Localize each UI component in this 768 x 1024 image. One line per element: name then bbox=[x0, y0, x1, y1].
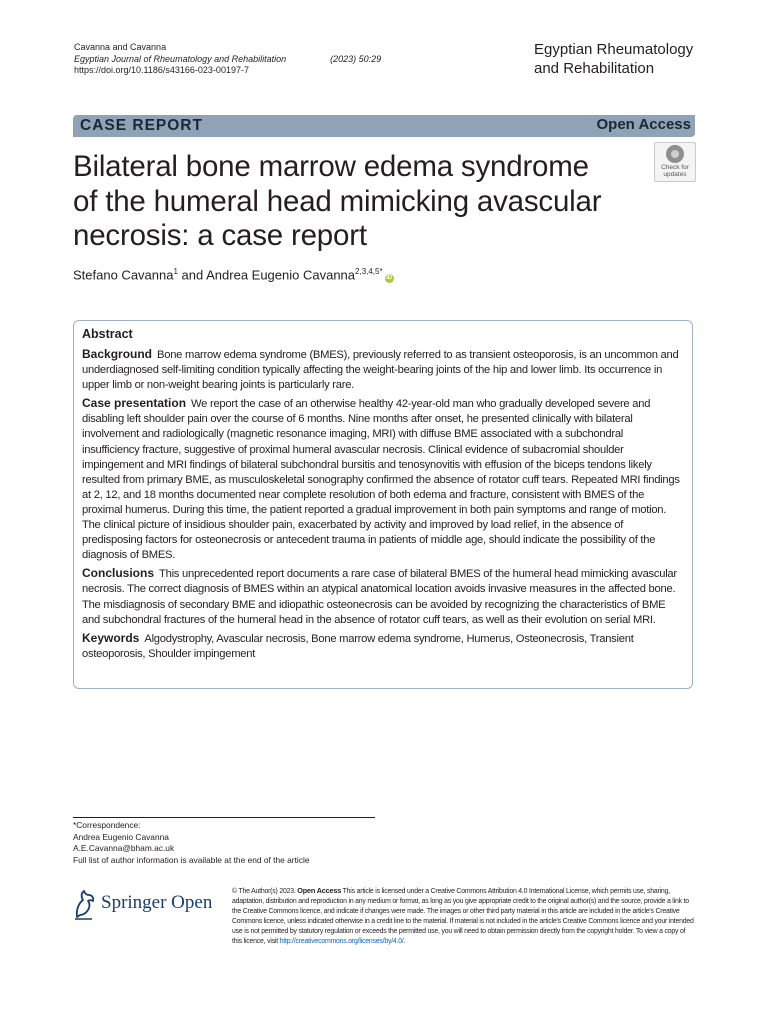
license-oa: Open Access bbox=[297, 886, 342, 895]
footnote-divider bbox=[73, 817, 375, 818]
section-label: Keywords bbox=[82, 630, 140, 645]
author-info-note: Full list of author information is available at the end of the article bbox=[73, 854, 310, 865]
abstract-heading: Abstract bbox=[82, 327, 133, 341]
orcid-icon[interactable]: iD bbox=[386, 275, 393, 282]
journal-name-line1: Egyptian Rheumatology bbox=[534, 41, 694, 58]
publisher-logo bbox=[72, 887, 222, 921]
springer-horse-icon bbox=[72, 887, 98, 921]
section-text: Bone marrow edema syndrome (BMES), previously referred to as transient osteoporosis, is an uncommon and underdiagnosed self-limiting condition typically affecting the weight-bearing joints of the hip and lower limb. Its occurrence in upper limb or non-weight bearing joints is particularly rare. bbox=[82, 349, 679, 392]
title-line-3: necrosis: a case report bbox=[73, 219, 367, 252]
license-prefix: © The Author(s) 2023. bbox=[232, 888, 296, 895]
article-type-label: CASE REPORT bbox=[80, 117, 203, 134]
title-line-2: of the humeral head mimicking avascular bbox=[73, 184, 602, 218]
open-access-label: Open Access bbox=[596, 116, 691, 133]
header-volume: (2023) 50:29 bbox=[330, 53, 382, 64]
badge-line2: updates bbox=[663, 171, 687, 178]
affiliation-sup: 1 bbox=[173, 267, 178, 276]
section-text: Algodystrophy, Avascular necrosis, Bone marrow edema syndrome, Humerus, Osteonecrosis, Transient osteoporosis, Shoulder impingement bbox=[82, 632, 634, 660]
header-doi-link[interactable]: https://doi.org/10.1186/s43166-023-00197-7 bbox=[74, 65, 249, 75]
affiliation-sup: 2,3,4,5* bbox=[355, 267, 383, 276]
author-connector: and bbox=[177, 267, 207, 283]
section-label: Conclusions bbox=[82, 566, 155, 581]
check-for-updates-button[interactable] bbox=[654, 142, 696, 182]
correspondence-email[interactable]: A.E.Cavanna@bham.ac.uk bbox=[73, 843, 175, 854]
title-line-1: Bilateral bone marrow edema syndrome bbox=[73, 150, 589, 183]
correspondence-label: *Correspondence: bbox=[73, 820, 141, 830]
header-authors: Cavanna and Cavanna bbox=[74, 42, 167, 52]
section-text: We report the case of an otherwise healthy 42-year-old man who gradually developed severe and disabling left shoulder pain over the course of 6 months. Nine months after onset, he presented clinically with bilateral involvement and radiologically (magnetic resonance imaging, MRI) with diffuse BME associated with a subchondral insufficiency fracture, suggestive of proximal humeral avascular necrosis. Clinical evidence of subacromial shoulder impingement and MRI findings of bilateral subchondral bursitis and tenosynovitis with effusion of the biceps tendons likely resulted from primary BME, as musculoskeletal sonography confirmed the absence of rotator cuff tears. Repeated MRI findings at 2, 12, and 18 months documented near complete resolution of both edema and fracture, consistent with BMES of the proximal humerus. During this time, the patient reported a gradual improvement in both pain symptoms and range of motion. The clinical picture of insidious shoulder pain, exacerbated by activity and improved by load relief, in the absence of predisposing factors for osteonecrosis or antecedent trauma in patients of middle age, should indicate the possibility of the diagnosis of BMES. bbox=[82, 398, 680, 562]
header-journal: Egyptian Journal of Rheumatology and Rehabilitation bbox=[74, 53, 287, 64]
abstract-case-presentation bbox=[82, 396, 680, 563]
section-label: Background bbox=[82, 347, 153, 361]
author-name[interactable]: Andrea Eugenio Cavanna bbox=[206, 267, 356, 283]
abstract-background bbox=[82, 347, 680, 393]
author-name[interactable]: Stefano Cavanna bbox=[73, 267, 174, 283]
section-label: Case presentation bbox=[82, 396, 187, 411]
abstract-keywords bbox=[82, 631, 680, 662]
journal-name bbox=[534, 40, 693, 78]
running-header bbox=[74, 42, 381, 77]
author-list bbox=[73, 264, 394, 283]
license-suffix: . bbox=[403, 938, 406, 945]
abstract-box bbox=[73, 320, 693, 689]
badge-line1: Check for bbox=[661, 164, 689, 171]
license-link[interactable]: http://creativecommons.org/licenses/by/4.0/ bbox=[279, 938, 404, 945]
abstract-conclusions bbox=[82, 566, 680, 627]
section-text: This unprecedented report documents a rare case of bilateral BMES of the humeral head mimicking avascular necrosis. The correct diagnosis of BMES within an atypical anatomical location avoids invasive measures in the affected bone. The misdiagnosis of secondary BME and idiopathic osteonecrosis can be avoided by recognizing the characteristics of BME and subchondral fractures of the humeral head in the absence of rotator cuff tears, as well as their evolution on serial MRI. bbox=[82, 568, 677, 626]
publisher-logo-text: Springer Open bbox=[101, 892, 213, 913]
license-statement bbox=[232, 886, 694, 947]
article-title bbox=[73, 150, 633, 254]
correspondence-note bbox=[73, 820, 310, 866]
license-text: This article is licensed under a Creative Commons Attribution 4.0 International License, which permits use, sharing, adaptation, distribution and reproduction in any medium or format, as long as you give appropriate credit to the original author(s) and the source, provide a link to the Creative Commons licence, and indicate if changes were made. The images or other third party material in this article are included in the article's Creative Commons licence, unless indicated otherwise in a credit line to the material. If material is not included in the article's Creative Commons licence and your intended use is not permitted by statutory regulation or exceeds the permitted use, you will need to obtain permission directly from the copyright holder. To view a copy of this licence, visit bbox=[232, 888, 694, 945]
correspondence-name: Andrea Eugenio Cavanna bbox=[73, 831, 169, 842]
journal-name-line2: and Rehabilitation bbox=[534, 60, 655, 77]
check-updates-icon bbox=[666, 145, 684, 163]
